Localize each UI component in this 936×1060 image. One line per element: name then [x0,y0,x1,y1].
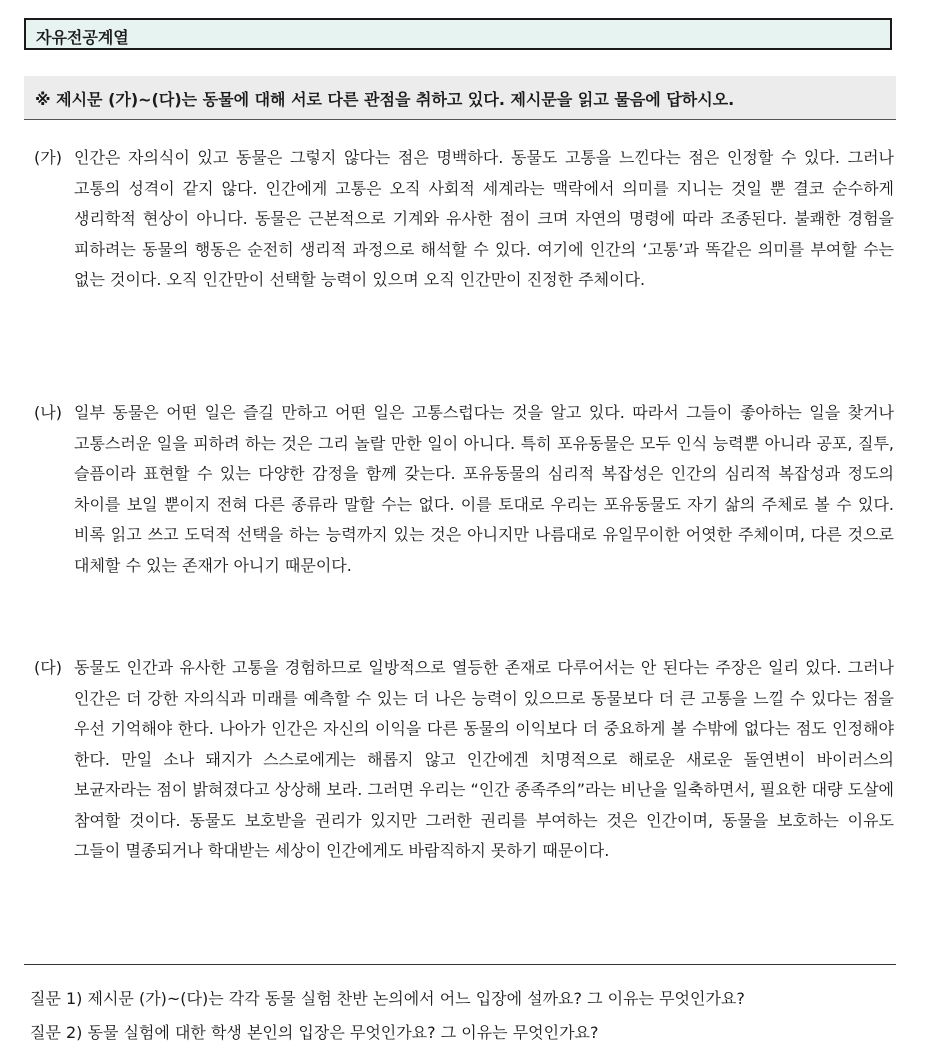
passage-na [34,398,894,581]
passage-label: (나) [34,403,62,422]
question-1: 질문 1) 제시문 (가)~(다)는 각각 동물 실험 찬반 논의에서 어느 입장에 설까요? 그 이유는 무엇인가요? [30,989,745,1008]
question-2: 질문 2) 동물 실험에 대한 학생 본인의 입장은 무엇인가요? 그 이유는 무엇인가요? [30,1023,599,1042]
passage-label: (다) [34,658,62,677]
section-divider [24,964,896,965]
passage-text: 인간은 자의식이 있고 동물은 그렇지 않다는 점은 명백하다. 동물도 고통을 느낀다는 점은 인정할 수 있다. 그러나 고통의 성격이 같지 않다. 인간에게 고통은 오직 사회적 세계라는 맥락에서 의미를 지니는 것일 뿐 결코 순수하게 생리학적 현상이 아니다. 동물은 근본적으로 기계와 유사한 점이 크며 자연의 명령에 따라 조종된다. 불쾌한 경험을 피하려는 동물의 행동은 순전히 생리적 과정으로 해석할 수 있다. 여기에 인간의 ‘고통’과 똑같은 의미를 부여할 수는 없는 것이다. 오직 인간만이 선택할 능력이 있으며 오직 인간만이 진정한 주체이다. [74,148,894,289]
instruction-text: ※ 제시문 (가)~(다)는 동물에 대해 서로 다른 관점을 취하고 있다. 제시문을 읽고 물음에 답하시오. [35,90,735,109]
passage-text: 동물도 인간과 유사한 고통을 경험하므로 일방적으로 열등한 존재로 다루어서는 안 된다는 주장은 일리 있다. 그러나 인간은 더 강한 자의식과 미래를 예측할 수 있는 더 나은 능력이 있으므로 동물보다 더 큰 고통을 느낄 수 있다는 점을 우선 기억해야 한다. 나아가 인간은 자신의 이익을 다른 동물의 이익보다 더 중요하게 볼 수밖에 없다는 점도 인정해야 한다. 만일 소나 돼지가 스스로에게는 해롭지 않고 인간에겐 치명적으로 해로운 새로운 돌연변이 바이러스의 보균자라는 점이 밝혀졌다고 상상해 보라. 그러면 우리는 “인간 종족주의”라는 비난을 일축하면서, 필요한 대량 도살에 참여할 것이다. 동물도 보호받을 권리가 있지만 그러한 권리를 부여하는 것은 인간이며, 동물을 보호하는 이유도 그들이 멸종되거나 학대받는 세상이 인간에게도 바람직하지 못하기 때문이다. [74,658,894,860]
passage-label: (가) [34,148,62,167]
passage-da [34,653,894,867]
section-title: 자유전공계열 [36,28,129,47]
passage-text: 일부 동물은 어떤 일은 즐길 만하고 어떤 일은 고통스럽다는 것을 알고 있다. 따라서 그들이 좋아하는 일을 찾거나 고통스러운 일을 피하려 하는 것은 그리 놀랄 만한 일이 아니다. 특히 포유동물은 모두 인식 능력뿐 아니라 공포, 질투, 슬픔이라 표현할 수 있는 다양한 감정을 함께 갖는다. 포유동물의 심리적 복잡성은 인간의 심리적 복잡성과 정도의 차이를 보일 뿐이지 전혀 다른 종류라 말할 수는 없다. 이를 토대로 우리는 포유동물도 자기 삶의 주체로 볼 수 있다. 비록 읽고 쓰고 도덕적 선택을 하는 능력까지 있는 것은 아니지만 나름대로 유일무이한 어엿한 주체이며, 다른 것으로 대체할 수 있는 존재가 아니기 때문이다. [74,403,894,575]
instruction-banner [24,76,896,120]
passage-ga [34,143,894,296]
section-header [24,18,892,50]
